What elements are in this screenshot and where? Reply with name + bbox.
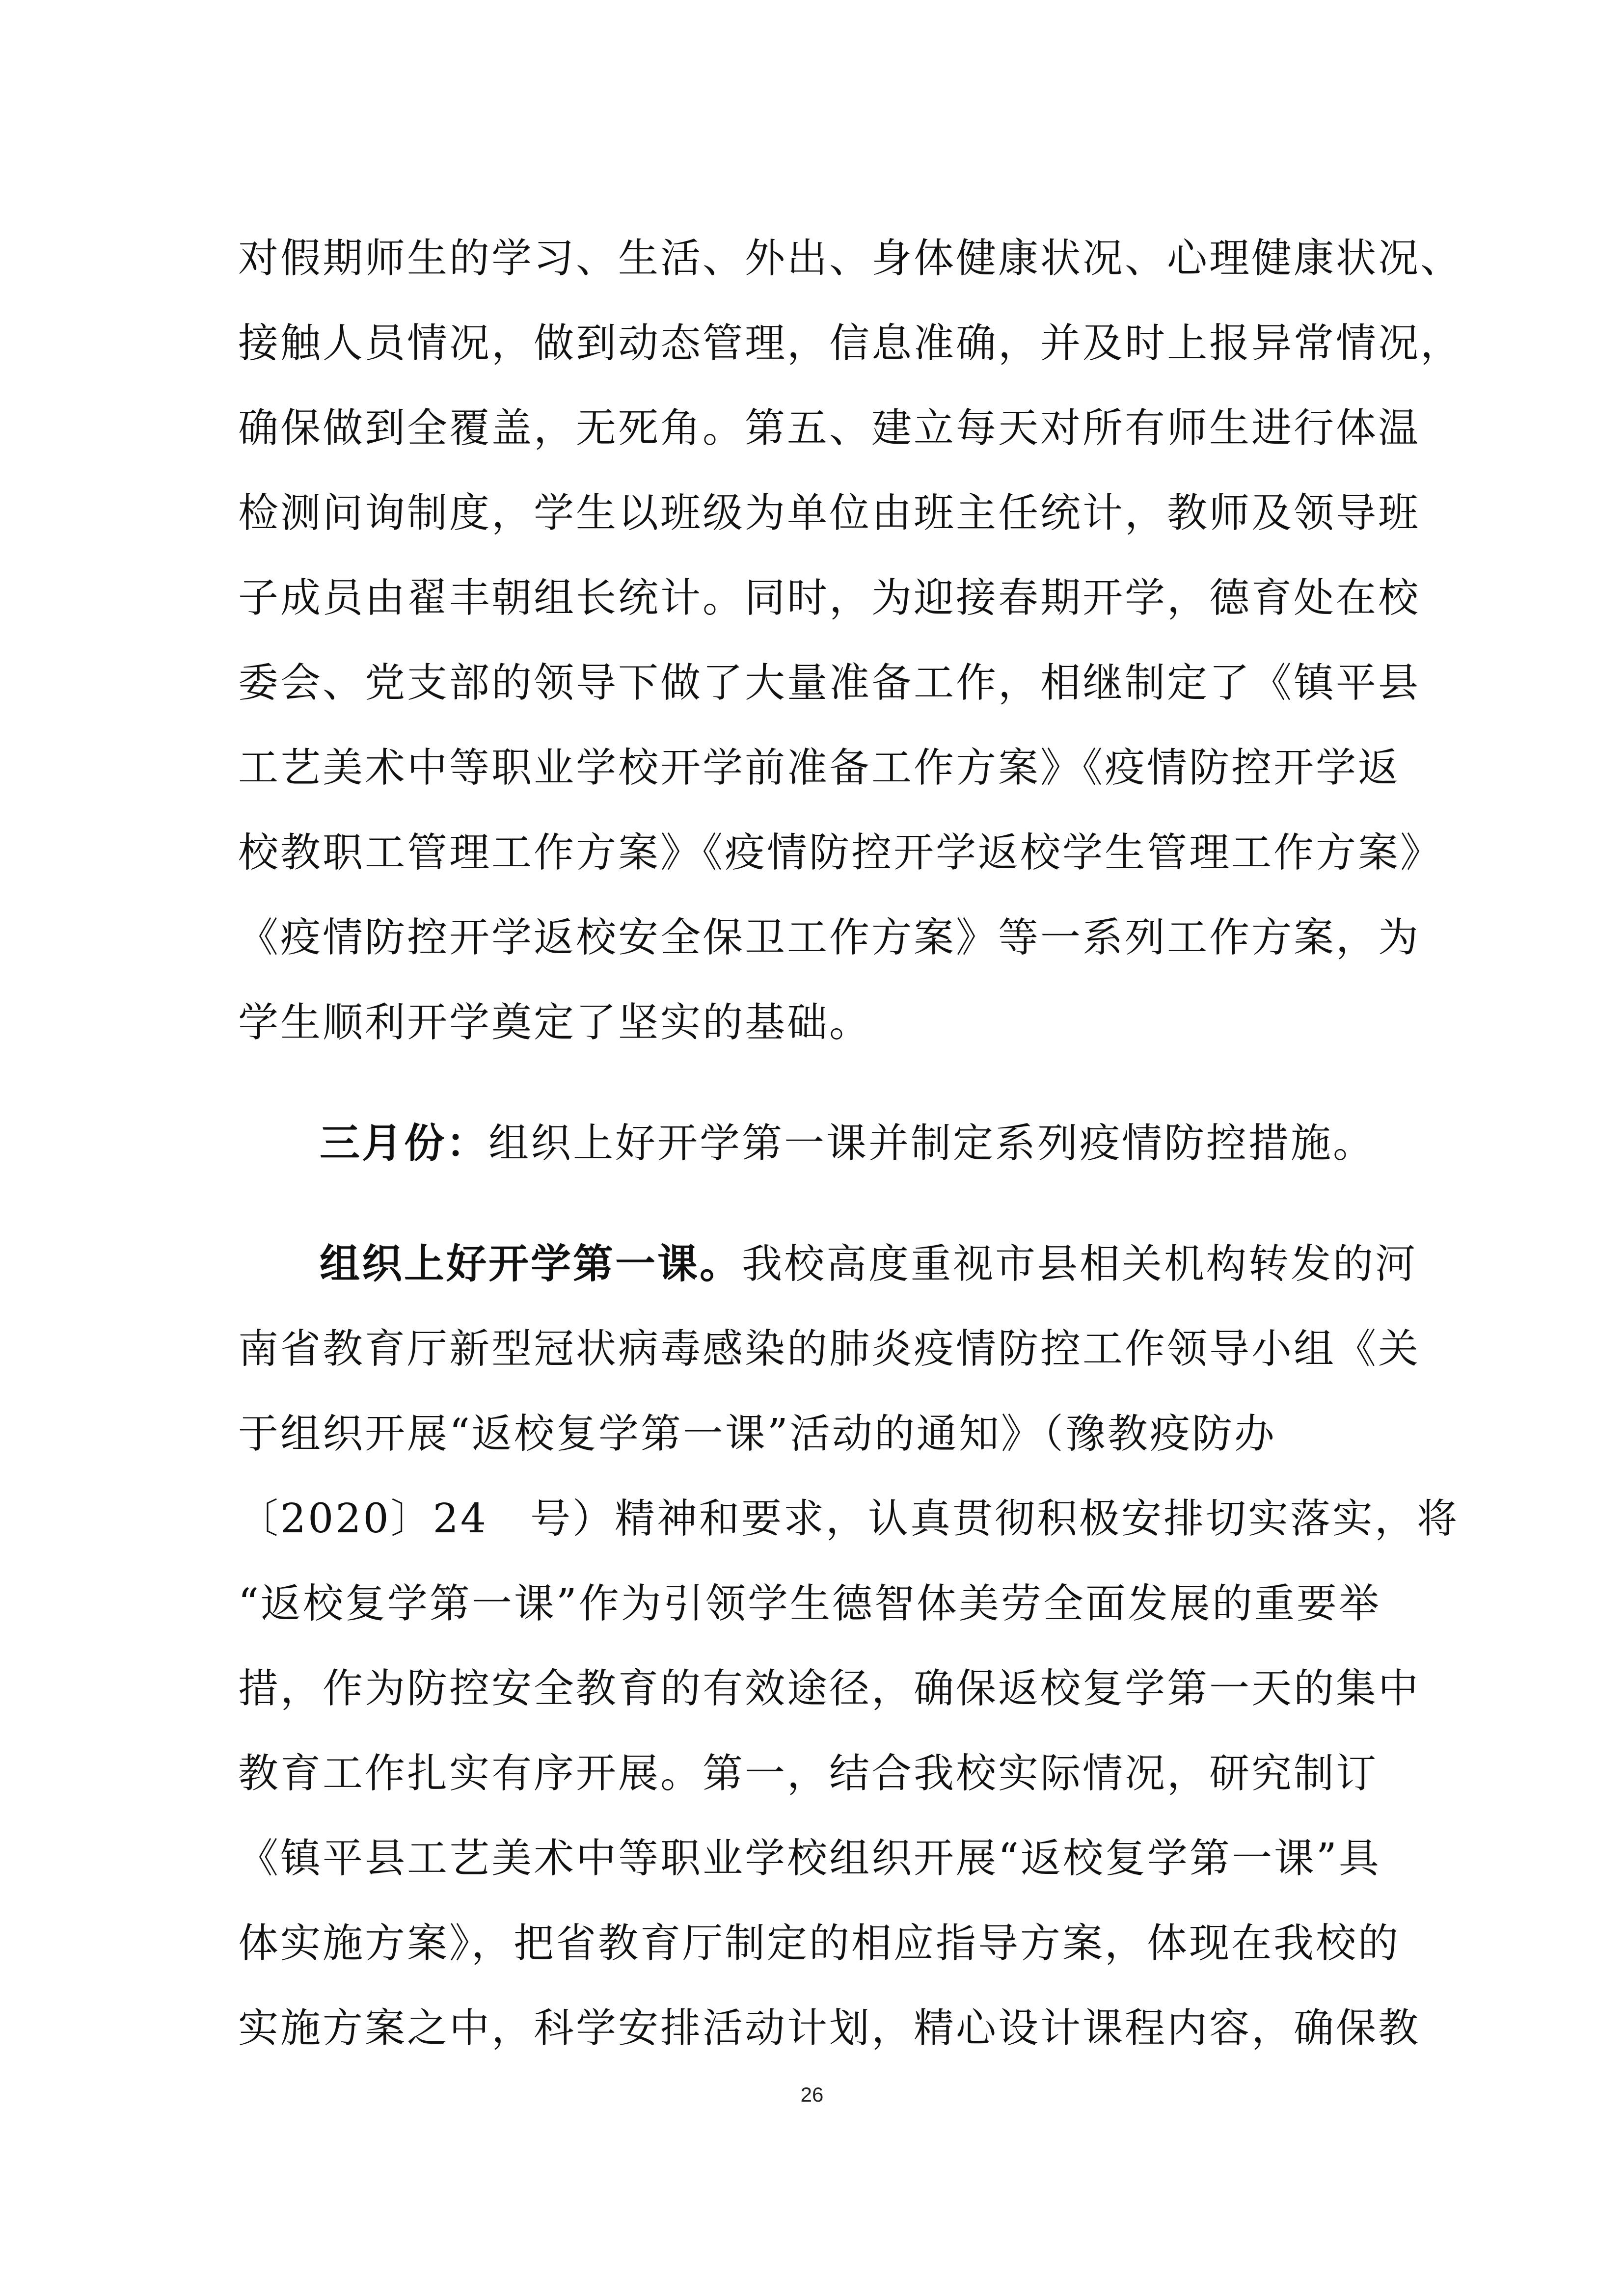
paragraph-3-line: 教育工作扎实有序开展。第一，结合我校实际情况，研究制订 bbox=[238, 1750, 1379, 1797]
paragraph-1-line: 学生顺利开学奠定了坚实的基础。 bbox=[238, 999, 872, 1046]
paragraph-3-line: 〔2020〕24 号）精神和要求，认真贯彻积极安排切实落实，将 bbox=[238, 1495, 1460, 1542]
paragraph-3-line: 措，作为防控安全教育的有效途径，确保返校复学第一天的集中 bbox=[238, 1665, 1421, 1712]
paragraph-1-line: 子成员由翟丰朝组长统计。同时，为迎接春期开学，德育处在校 bbox=[238, 575, 1421, 621]
page-number: 26 bbox=[800, 2083, 824, 2106]
paragraph-2 bbox=[238, 1101, 1416, 1186]
paragraph-1-line: 检测问询制度，学生以班级为单位由班主任统计，教师及领导班 bbox=[238, 490, 1421, 536]
paragraph-1-line: 对假期师生的学习、生活、外出、身体健康状况、心理健康状况、 bbox=[238, 235, 1463, 282]
paragraph-1-line: 工艺美术中等职业学校开学前准备工作方案》《疫情防控开学返 bbox=[238, 745, 1401, 791]
paragraph-1-line: 《疫情防控开学返校安全保卫工作方案》等一系列工作方案，为 bbox=[238, 914, 1421, 961]
paragraph-3-line: 体实施方案》，把省教育厅制定的相应指导方案，体现在我校的 bbox=[238, 1920, 1401, 1967]
paragraph-1-line: 确保做到全覆盖，无死角。第五、建立每天对所有师生进行体温 bbox=[238, 405, 1421, 452]
paragraph-3-line: “返校复学第一课”作为引领学生德智体美劳全面发展的重要举 bbox=[238, 1580, 1381, 1627]
paragraph-3-line: 《镇平县工艺美术中等职业学校组织开展“返校复学第一课”具 bbox=[238, 1835, 1381, 1882]
body-text bbox=[238, 216, 1463, 2071]
paragraph-1-line: 接触人员情况，做到动态管理，信息准确，并及时上报异常情况， bbox=[238, 320, 1463, 367]
paragraph-3-first-line-rest: 我校高度重视市县相关机构转发的河 bbox=[742, 1241, 1418, 1287]
paragraph-3-line: 南省教育厅新型冠状病毒感染的肺炎疫情防控工作领导小组《关 bbox=[238, 1326, 1421, 1372]
paragraph-3-first-line bbox=[238, 1222, 1416, 1307]
paragraph-2-lead: 三月份： bbox=[320, 1120, 489, 1167]
paragraph-1-line: 委会、党支部的领导下做了大量准备工作，相继制定了《镇平县 bbox=[238, 660, 1421, 706]
paragraph-3-lead: 组织上好开学第一课。 bbox=[320, 1240, 742, 1287]
paragraph-3-line: 于组织开展“返校复学第一课”活动的通知》（豫教疫防办 bbox=[238, 1411, 1276, 1457]
paragraph-3-line: 实施方案之中，科学安排活动计划，精心设计课程内容，确保教 bbox=[238, 2005, 1421, 2052]
paragraph-2-text: 组织上好开学第一课并制定系列疫情防控措施。 bbox=[488, 1120, 1376, 1167]
paragraph-1-line: 校教职工管理工作方案》《疫情防控开学返校学生管理工作方案》 bbox=[238, 829, 1443, 876]
